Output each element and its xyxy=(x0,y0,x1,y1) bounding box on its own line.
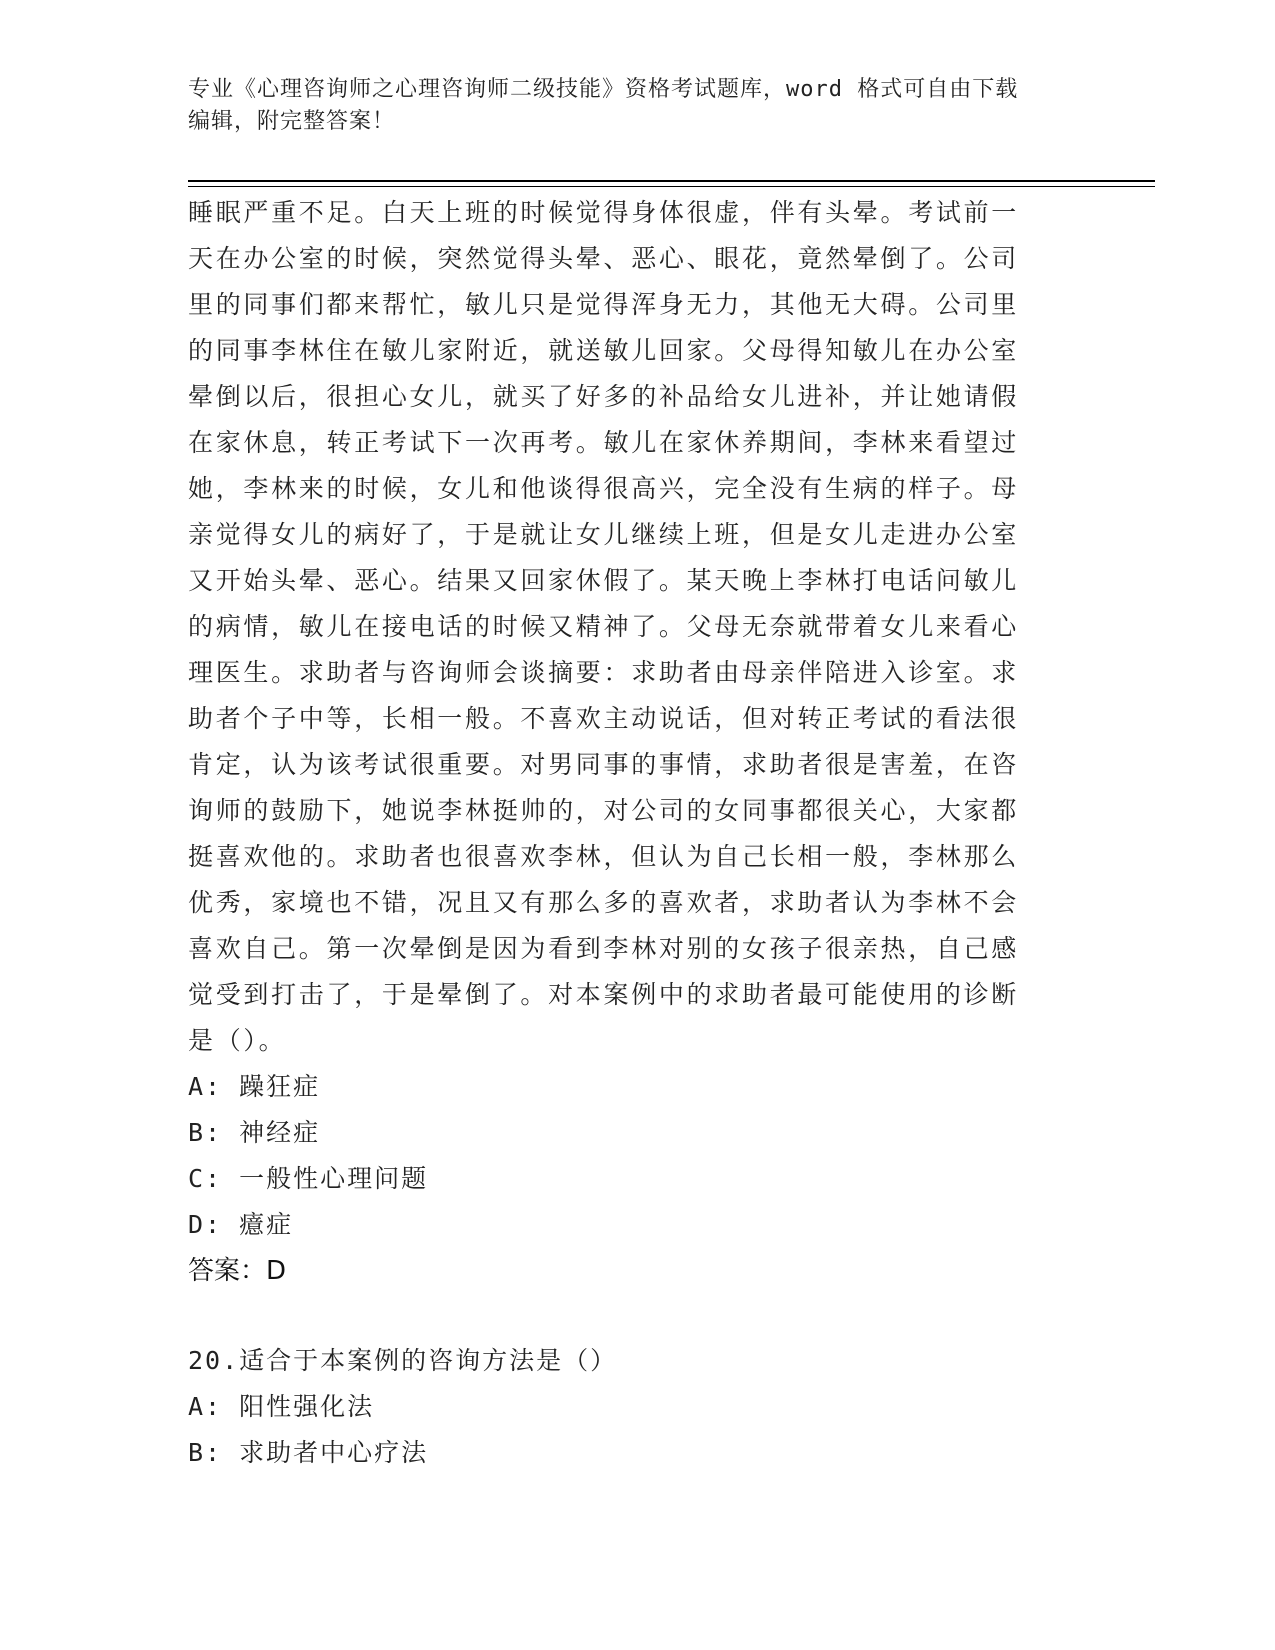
passage-line: 助者个子中等，长相一般。不喜欢主动说话，但对转正考试的看法很 xyxy=(188,704,1020,733)
passage-line: 又开始头晕、恶心。结果又回家休假了。某天晚上李林打电话问敏儿 xyxy=(188,566,1020,595)
option-c: C: 一般性心理问题 xyxy=(188,1164,429,1193)
passage-line: 里的同事们都来帮忙，敏儿只是觉得浑身无力，其他无大碍。公司里 xyxy=(188,290,1020,319)
header-divider-thick xyxy=(188,180,1155,182)
option-a: A: 阳性强化法 xyxy=(188,1392,375,1421)
passage-line: 喜欢自己。第一次晕倒是因为看到李林对别的女孩子很亲热，自己感 xyxy=(188,934,1020,963)
passage-line: 在家休息，转正考试下一次再考。敏儿在家休养期间，李林来看望过 xyxy=(188,428,1020,457)
passage-line: 亲觉得女儿的病好了，于是就让女儿继续上班，但是女儿走进办公室 xyxy=(188,520,1020,549)
header-line-1: 专业《心理咨询师之心理咨询师二级技能》资格考试题库，word 格式可自由下载 xyxy=(188,77,1019,102)
header-divider-thin xyxy=(188,186,1155,187)
spacer xyxy=(188,1294,1068,1338)
option-a: A: 躁狂症 xyxy=(188,1072,321,1101)
passage-line: 优秀，家境也不错，况且又有那么多的喜欢者，求助者认为李林不会 xyxy=(188,888,1020,917)
case-passage xyxy=(188,190,1068,1064)
passage-line: 询师的鼓励下，她说李林挺帅的，对公司的女同事都很关心，大家都 xyxy=(188,796,1020,825)
option-b: B: 神经症 xyxy=(188,1118,321,1147)
passage-line: 是（）。 xyxy=(188,1026,287,1055)
header-line-2: 编辑，附完整答案！ xyxy=(188,109,396,134)
passage-line: 肯定，认为该考试很重要。对男同事的事情，求助者很是害羞，在咨 xyxy=(188,750,1020,779)
question-stem: 20.适合于本案例的咨询方法是（） xyxy=(188,1346,618,1375)
passage-line: 天在办公室的时候，突然觉得头晕、恶心、眼花，竟然晕倒了。公司 xyxy=(188,244,1020,273)
option-d: D: 癔症 xyxy=(188,1210,294,1239)
passage-line: 的病情，敏儿在接电话的时候又精神了。父母无奈就带着女儿来看心 xyxy=(188,612,1020,641)
passage-line: 理医生。求助者与咨询师会谈摘要：求助者由母亲伴陪进入诊室。求 xyxy=(188,658,1020,687)
question-19-options xyxy=(188,1064,1068,1248)
document-body xyxy=(188,190,1068,1476)
document-header xyxy=(188,74,1088,138)
question-20 xyxy=(188,1338,1068,1476)
answer-line: 答案：D xyxy=(188,1256,287,1286)
option-b: B: 求助者中心疗法 xyxy=(188,1438,429,1467)
passage-line: 觉受到打击了，于是晕倒了。对本案例中的求助者最可能使用的诊断 xyxy=(188,980,1020,1009)
passage-line: 睡眠严重不足。白天上班的时候觉得身体很虚，伴有头晕。考试前一 xyxy=(188,198,1020,227)
passage-line: 挺喜欢他的。求助者也很喜欢李林，但认为自己长相一般，李林那么 xyxy=(188,842,1020,871)
passage-line: 晕倒以后，很担心女儿，就买了好多的补品给女儿进补，并让她请假 xyxy=(188,382,1020,411)
passage-line: 的同事李林住在敏儿家附近，就送敏儿回家。父母得知敏儿在办公室 xyxy=(188,336,1020,365)
passage-line: 她，李林来的时候，女儿和他谈得很高兴，完全没有生病的样子。母 xyxy=(188,474,1020,503)
